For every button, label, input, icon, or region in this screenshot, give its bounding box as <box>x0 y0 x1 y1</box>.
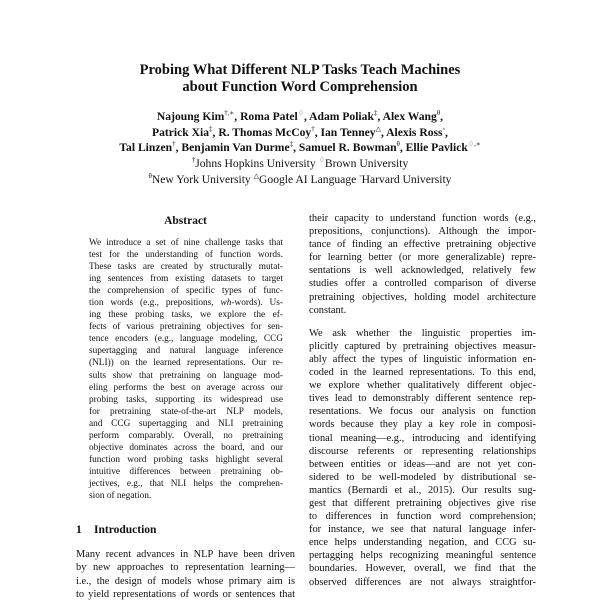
text-line: gest that different pretraining objectives give rise <box>309 497 536 509</box>
author-line <box>60 140 540 156</box>
affiliation-line <box>60 156 540 172</box>
text-line: we explore whether qualitatively different objec- <box>309 380 536 392</box>
author-mark: △ <box>375 124 381 133</box>
text-line: for instance, we see that natural language infer- <box>309 524 536 536</box>
author-list <box>60 109 540 156</box>
text-line: for pretraining state-of-the-art NLP models, <box>89 406 283 417</box>
text-line: We ask whether the linguistic properties im- <box>309 327 536 339</box>
text-line: test for the understanding of function words. <box>89 250 283 261</box>
author-name: Ian Tenney <box>320 125 376 139</box>
author-mark: θ <box>396 140 400 149</box>
author-line <box>60 109 540 125</box>
affiliation-name: New York University <box>151 172 254 186</box>
affiliation-mark: θ <box>148 171 152 180</box>
author-separator: , <box>175 141 182 155</box>
text-line: eling performs the best on average across our <box>89 382 283 393</box>
author-name: Benjamin Van Durme <box>181 141 290 155</box>
author-separator: , <box>314 125 321 139</box>
text-line: (NLI)) on the learned representations. Our re- <box>89 358 283 369</box>
text-line: prepositions, conjunctions). Although the impor- <box>309 226 536 238</box>
section-heading-introduction <box>76 523 295 537</box>
author-name: Patrick Xia <box>152 125 210 139</box>
paper-title <box>80 62 520 96</box>
paragraph <box>309 327 536 589</box>
author-separator: , <box>293 141 299 155</box>
affiliation-mark: △ <box>253 171 260 180</box>
author-name: Roma Patel <box>240 110 298 123</box>
author-line <box>60 125 540 141</box>
text-line: to yield representations of words or sentences that <box>76 588 295 600</box>
right-column <box>309 212 536 589</box>
author-mark: †,∗ <box>224 109 235 118</box>
text-line: to differences in function word comprehension; <box>309 511 536 523</box>
text-line: sentations is well acknowledged, relatively few <box>309 265 536 277</box>
title-line: Probing What Different NLP Tasks Teach Machines <box>139 62 461 78</box>
author-name: R. Thomas McCoy <box>218 125 312 139</box>
text-line: plicitly captured by pretraining objectives measur- <box>309 340 536 352</box>
section-number: 1 <box>76 524 82 537</box>
author-name: Adam Poliak <box>309 110 374 123</box>
author-mark: θ <box>436 109 441 118</box>
text-line: probing tasks, supporting its widespread use <box>89 394 283 405</box>
text-line: ing sentences from existing datasets to target <box>89 274 283 285</box>
text-line: i.e., the design of models whose primary aim is <box>76 575 295 587</box>
text-line: observed differences are not always straightfor- <box>309 576 536 588</box>
text-line: coded in the learned representations. To this end, <box>309 367 536 379</box>
text-line: jectives, e.g., that NLI helps the comprehen- <box>89 478 283 489</box>
abstract-body <box>89 237 283 502</box>
affiliations <box>60 156 540 187</box>
text-line: pertagging helps recognizing meaningful sentence <box>309 550 536 562</box>
text-line: constant. <box>309 304 347 316</box>
text-line: pretraining objectives, holding model architecture <box>309 291 536 303</box>
text-line: fects of various pretraining objectives for sen- <box>89 322 283 333</box>
text-line: ing these probing tasks, we explore the ef- <box>89 310 283 321</box>
author-separator: , <box>377 110 383 123</box>
text-line: tional meaning—e.g., introducing and identifying <box>309 432 536 444</box>
author-name: Alex Wang <box>382 110 437 123</box>
affiliation-name: Brown University <box>324 157 409 170</box>
author-name: Samuel R. Bowman <box>298 141 397 155</box>
text-line: Many recent advances in NLP have been driven <box>76 549 295 561</box>
text-line: ence helps understanding negation, and CCG su- <box>309 537 536 549</box>
author-separator: , <box>381 125 387 139</box>
author-name: Alexis Ross <box>386 125 443 139</box>
author-separator: , <box>212 125 219 139</box>
paragraph <box>309 212 536 317</box>
text-line: for learning better (or more generalizable) repre- <box>309 252 536 264</box>
text-line: supertagging and natural language inference <box>89 346 283 357</box>
text-line: ably affect the types of linguistic information en- <box>309 353 536 365</box>
author-name: Ellie Pavlick <box>405 141 468 155</box>
text-line: tives lead to demonstrably different sentence rep- <box>309 393 536 405</box>
title-line: about Function Word Comprehension <box>182 79 418 95</box>
introduction-body <box>76 548 295 600</box>
author-mark: † <box>311 124 315 133</box>
italic-term: wh <box>220 298 232 309</box>
left-column <box>76 214 295 600</box>
author-separator: , <box>399 141 406 155</box>
text-line: intuitive differences between pretraining ob- <box>89 466 283 477</box>
affiliation-mark: ◦ <box>359 171 362 180</box>
text-line: objective dominates across the board, and our <box>89 442 283 453</box>
author-mark: ‡ <box>373 109 378 118</box>
author-name: Najoung Kim <box>156 110 225 123</box>
affiliation-name: Harvard University <box>361 172 452 186</box>
text-line: between entities or ideas—and are not yet con- <box>309 458 536 470</box>
text-line: We introduce a set of nine challenge tasks that <box>89 238 283 248</box>
affiliation-mark: ♢ <box>318 156 325 165</box>
text-line: discourse referents or representing relationships <box>309 445 536 457</box>
author-mark: ◦ <box>442 124 446 133</box>
abstract-heading: Abstract <box>164 215 207 227</box>
text-line: the comprehension of specific types of func- <box>89 286 283 297</box>
author-separator: , <box>445 125 448 139</box>
text-line: tion words (e.g., prepositions, wh-words). Us- <box>89 298 283 309</box>
text-line: tance of finding an effective pretraining objective <box>309 239 536 251</box>
text-line: and CCG supertagging and NLI pretraining <box>89 418 283 429</box>
affiliation-mark: † <box>191 156 196 165</box>
author-name: Tal Linzen <box>119 141 173 155</box>
affiliation-line <box>60 172 540 188</box>
text-line: resentations. We focus our analysis on function <box>309 406 536 418</box>
author-mark: † <box>172 140 176 149</box>
author-separator: , <box>234 110 241 123</box>
text-line: words because they play a key role in composi- <box>309 419 536 431</box>
text-line: tence encoders (e.g., language modeling, CCG <box>89 334 283 345</box>
text-line: function word probing tasks highlight several <box>89 454 283 465</box>
text-line: mantics (Bernardi et al., 2015). Our results sug- <box>309 484 536 496</box>
text-line: sion of negation. <box>89 490 152 501</box>
affiliation-name: Johns Hopkins University <box>195 157 319 170</box>
text-line: boundaries. However, overall, we find that the <box>309 563 536 575</box>
text-line: sidered to be well-modeled by distributional se- <box>309 471 536 483</box>
section-title: Introduction <box>94 524 157 537</box>
text-line: studies offer a controlled comparison of diverse <box>309 278 536 290</box>
author-separator: , <box>440 110 444 123</box>
author-mark: ♢ <box>297 109 304 118</box>
text-line: their capacity to understand function words (e.g., <box>309 213 536 224</box>
text-line: by new approaches to representation learning— <box>76 562 295 574</box>
author-separator: , <box>303 110 310 123</box>
author-mark: ‡ <box>289 140 294 149</box>
author-mark: ‡ <box>209 124 213 133</box>
text-line: perform comparably. Overall, no pretraining <box>89 430 283 441</box>
text-line: sults show that pretraining on language mod- <box>89 370 283 381</box>
affiliation-name: Google AI Language <box>259 172 360 186</box>
author-mark: ♢,∗ <box>467 140 481 149</box>
text-line: These tasks are created by structurally mutat- <box>89 262 283 273</box>
